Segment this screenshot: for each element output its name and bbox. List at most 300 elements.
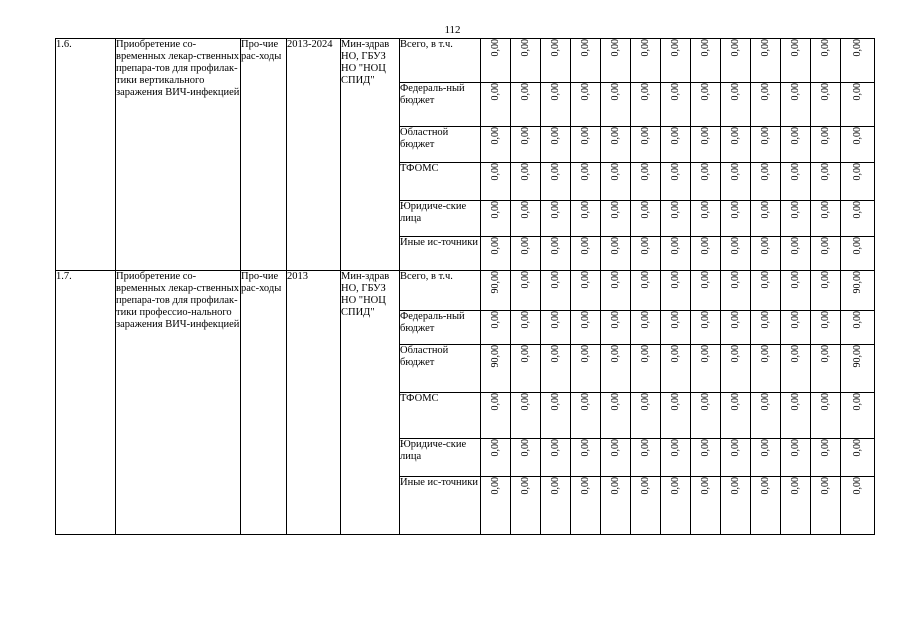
value-text: 90,00 [851,345,863,368]
value-cell [631,39,661,83]
value-cell [601,439,631,477]
value-text: 0,00 [549,311,561,329]
value-cell [481,311,511,345]
value-text: 0,00 [789,477,801,495]
value-text: 0,00 [549,271,561,289]
value-text: 0,00 [579,345,591,363]
value-cell [511,439,541,477]
value-cell [541,237,571,271]
value-cell [841,39,875,83]
value-text: 0,00 [759,477,771,495]
value-text: 0,00 [759,39,771,57]
value-cell [481,163,511,201]
value-text: 0,00 [669,393,681,411]
value-text: 0,00 [819,163,831,181]
value-text: 90,00 [489,345,501,368]
value-text: 0,00 [609,39,621,57]
value-cell [631,345,661,393]
value-cell [631,201,661,237]
value-text: 0,00 [729,39,741,57]
value-text: 0,00 [489,163,501,181]
value-text: 0,00 [669,237,681,255]
value-cell [811,201,841,237]
value-cell [751,163,781,201]
value-cell [841,127,875,163]
expense-type: Про-чие рас-ходы [241,39,287,271]
value-cell [751,127,781,163]
value-text: 0,00 [819,127,831,145]
value-cell [811,39,841,83]
value-text: 0,00 [699,393,711,411]
value-text: 0,00 [819,477,831,495]
measure-name: Приобретение со-временных лекар-ственных препара-тов для профилак-тики вертикального заражения ВИЧ-инфекцией [116,39,241,271]
value-cell [661,271,691,311]
value-cell [811,271,841,311]
value-cell [841,237,875,271]
value-text: 0,00 [759,439,771,457]
value-cell [541,201,571,237]
value-text: 0,00 [819,39,831,57]
value-text: 0,00 [639,345,651,363]
value-text: 0,00 [549,237,561,255]
value-cell [481,127,511,163]
value-text: 0,00 [759,393,771,411]
value-cell [661,345,691,393]
value-cell [481,439,511,477]
value-cell [511,39,541,83]
value-cell [811,237,841,271]
value-text: 0,00 [609,439,621,457]
value-text: 0,00 [669,127,681,145]
value-cell [601,127,631,163]
value-text: 0,00 [669,345,681,363]
value-text: 0,00 [639,39,651,57]
executor: Мин-здрав НО, ГБУЗ НО "НОЦ СПИД" [341,39,400,271]
value-cell [721,163,751,201]
value-cell [721,439,751,477]
value-text: 0,00 [729,83,741,101]
value-text: 0,00 [519,393,531,411]
value-text: 0,00 [489,39,501,57]
value-text: 0,00 [579,439,591,457]
value-cell [571,39,601,83]
value-text: 0,00 [639,393,651,411]
value-cell [781,39,811,83]
value-text: 0,00 [639,311,651,329]
value-text: 0,00 [851,83,863,101]
value-cell [691,163,721,201]
value-cell [781,163,811,201]
value-cell [541,345,571,393]
value-text: 0,00 [639,83,651,101]
value-cell [661,477,691,535]
row-number: 1.6. [56,39,116,271]
value-cell [751,439,781,477]
value-text: 0,00 [489,439,501,457]
value-text: 0,00 [851,439,863,457]
value-cell [691,83,721,127]
value-cell [601,311,631,345]
value-text: 0,00 [579,83,591,101]
value-cell [481,393,511,439]
funding-source: Иные ис-точники [400,237,481,271]
value-cell [631,83,661,127]
value-cell [721,271,751,311]
value-cell [571,237,601,271]
value-text: 0,00 [729,163,741,181]
value-cell [781,237,811,271]
value-text: 0,00 [519,39,531,57]
funding-source: Областной бюджет [400,127,481,163]
funding-source: Федераль-ный бюджет [400,83,481,127]
expense-type: Про-чие рас-ходы [241,271,287,535]
value-cell [661,83,691,127]
value-cell [841,271,875,311]
value-cell [571,439,601,477]
value-text: 0,00 [729,201,741,219]
value-text: 0,00 [789,237,801,255]
funding-source: ТФОМС [400,393,481,439]
value-text: 0,00 [549,83,561,101]
value-text: 0,00 [789,311,801,329]
value-cell [511,271,541,311]
value-cell [631,393,661,439]
value-text: 0,00 [519,201,531,219]
value-text: 90,00 [489,271,501,294]
value-cell [511,127,541,163]
value-cell [511,237,541,271]
funding-source: Всего, в т.ч. [400,39,481,83]
value-cell [661,439,691,477]
value-cell [691,127,721,163]
value-text: 0,00 [699,477,711,495]
value-text: 0,00 [699,127,711,145]
executor: Мин-здрав НО, ГБУЗ НО "НОЦ СПИД" [341,271,400,535]
value-text: 0,00 [759,163,771,181]
value-cell [631,311,661,345]
value-cell [661,237,691,271]
value-cell [841,393,875,439]
value-text: 0,00 [851,127,863,145]
value-cell [721,237,751,271]
value-cell [691,39,721,83]
value-cell [751,393,781,439]
value-cell [541,83,571,127]
value-text: 0,00 [729,271,741,289]
funding-source: Юридиче-ские лица [400,439,481,477]
value-text: 0,00 [789,439,801,457]
value-cell [571,345,601,393]
value-cell [751,201,781,237]
value-cell [781,345,811,393]
value-cell [571,393,601,439]
value-cell [751,39,781,83]
value-cell [811,393,841,439]
value-text: 0,00 [519,477,531,495]
value-text: 0,00 [579,311,591,329]
value-text: 0,00 [549,345,561,363]
value-cell [721,201,751,237]
value-cell [811,127,841,163]
value-cell [691,237,721,271]
value-text: 0,00 [669,83,681,101]
value-text: 0,00 [759,201,771,219]
value-text: 0,00 [609,201,621,219]
value-cell [811,163,841,201]
value-cell [781,201,811,237]
budget-table [55,38,875,535]
value-cell [781,393,811,439]
value-text: 0,00 [699,39,711,57]
value-text: 0,00 [669,201,681,219]
value-text: 0,00 [579,271,591,289]
value-cell [661,311,691,345]
value-text: 0,00 [519,271,531,289]
value-cell [841,477,875,535]
value-cell [601,83,631,127]
value-text: 0,00 [549,39,561,57]
value-cell [721,83,751,127]
value-text: 0,00 [759,127,771,145]
value-text: 0,00 [609,127,621,145]
value-text: 0,00 [819,271,831,289]
value-text: 0,00 [579,127,591,145]
value-text: 0,00 [729,311,741,329]
funding-source: Иные ис-точники [400,477,481,535]
value-cell [721,127,751,163]
value-cell [511,393,541,439]
value-text: 0,00 [609,345,621,363]
value-text: 0,00 [729,345,741,363]
value-text: 0,00 [699,311,711,329]
value-cell [691,271,721,311]
value-text: 0,00 [851,39,863,57]
value-cell [631,271,661,311]
value-text: 0,00 [699,345,711,363]
value-text: 0,00 [489,393,501,411]
value-text: 0,00 [549,439,561,457]
value-cell [481,201,511,237]
value-cell [751,311,781,345]
value-text: 0,00 [699,83,711,101]
value-text: 0,00 [699,439,711,457]
value-cell [481,345,511,393]
value-cell [781,311,811,345]
value-text: 0,00 [549,201,561,219]
value-cell [511,163,541,201]
page-number: 112 [444,24,461,36]
value-text: 0,00 [729,127,741,145]
value-cell [811,477,841,535]
value-cell [751,477,781,535]
value-text: 0,00 [489,237,501,255]
value-text: 0,00 [851,311,863,329]
value-text: 90,00 [851,271,863,294]
value-text: 0,00 [789,83,801,101]
value-text: 0,00 [789,271,801,289]
value-cell [571,83,601,127]
value-cell [511,345,541,393]
value-text: 0,00 [489,83,501,101]
value-cell [631,127,661,163]
value-cell [601,201,631,237]
value-cell [481,237,511,271]
value-text: 0,00 [639,477,651,495]
value-cell [751,83,781,127]
value-cell [631,237,661,271]
value-text: 0,00 [789,345,801,363]
value-cell [691,477,721,535]
value-cell [841,201,875,237]
value-cell [571,271,601,311]
value-text: 0,00 [609,163,621,181]
value-text: 0,00 [609,237,621,255]
value-text: 0,00 [609,271,621,289]
value-text: 0,00 [489,127,501,145]
value-text: 0,00 [669,439,681,457]
value-text: 0,00 [759,311,771,329]
value-cell [781,439,811,477]
value-text: 0,00 [699,201,711,219]
value-text: 0,00 [609,311,621,329]
value-cell [541,39,571,83]
value-cell [691,439,721,477]
value-cell [571,163,601,201]
value-cell [631,439,661,477]
value-cell [541,271,571,311]
value-cell [781,477,811,535]
value-text: 0,00 [819,439,831,457]
value-text: 0,00 [669,163,681,181]
value-cell [631,477,661,535]
value-text: 0,00 [819,345,831,363]
value-cell [601,163,631,201]
value-cell [511,311,541,345]
value-cell [841,311,875,345]
value-cell [721,477,751,535]
value-text: 0,00 [789,393,801,411]
value-cell [841,163,875,201]
value-cell [511,83,541,127]
period: 2013-2024 [287,39,341,271]
value-text: 0,00 [579,201,591,219]
value-text: 0,00 [789,163,801,181]
table-row [56,39,875,83]
value-cell [661,393,691,439]
value-cell [541,127,571,163]
value-text: 0,00 [579,477,591,495]
value-text: 0,00 [639,127,651,145]
value-cell [811,439,841,477]
value-cell [481,477,511,535]
period: 2013 [287,271,341,535]
value-text: 0,00 [579,237,591,255]
value-cell [661,127,691,163]
table-body [56,39,875,535]
value-text: 0,00 [819,311,831,329]
value-text: 0,00 [549,393,561,411]
value-text: 0,00 [549,477,561,495]
funding-source: Юридиче-ские лица [400,201,481,237]
value-cell [691,311,721,345]
value-text: 0,00 [819,83,831,101]
value-text: 0,00 [549,127,561,145]
value-cell [541,311,571,345]
value-cell [571,311,601,345]
value-cell [751,271,781,311]
value-cell [541,163,571,201]
value-cell [841,83,875,127]
value-text: 0,00 [639,237,651,255]
value-text: 0,00 [851,393,863,411]
value-cell [841,439,875,477]
value-cell [601,393,631,439]
value-cell [841,345,875,393]
value-text: 0,00 [699,163,711,181]
value-text: 0,00 [759,345,771,363]
value-text: 0,00 [519,163,531,181]
value-text: 0,00 [851,477,863,495]
value-text: 0,00 [519,83,531,101]
value-cell [811,345,841,393]
value-cell [541,393,571,439]
value-cell [601,271,631,311]
funding-source: Всего, в т.ч. [400,271,481,311]
value-cell [571,201,601,237]
value-cell [571,127,601,163]
value-text: 0,00 [609,83,621,101]
row-number: 1.7. [56,271,116,535]
funding-source: Областной бюджет [400,345,481,393]
value-text: 0,00 [729,477,741,495]
value-text: 0,00 [519,311,531,329]
value-cell [751,345,781,393]
value-text: 0,00 [519,237,531,255]
value-cell [781,83,811,127]
value-cell [571,477,601,535]
value-text: 0,00 [699,271,711,289]
value-cell [721,393,751,439]
measure-name: Приобретение со-временных лекар-ственных препара-тов для профилак-тики профессио-нального заражения ВИЧ-инфекцией [116,271,241,535]
value-text: 0,00 [851,201,863,219]
value-cell [541,439,571,477]
value-text: 0,00 [819,393,831,411]
value-text: 0,00 [669,39,681,57]
value-text: 0,00 [669,311,681,329]
value-text: 0,00 [851,237,863,255]
value-cell [511,477,541,535]
value-cell [811,311,841,345]
value-text: 0,00 [759,237,771,255]
value-text: 0,00 [549,163,561,181]
value-cell [661,39,691,83]
value-cell [481,271,511,311]
value-text: 0,00 [819,201,831,219]
value-cell [661,201,691,237]
value-text: 0,00 [789,201,801,219]
value-cell [601,237,631,271]
value-cell [811,83,841,127]
value-text: 0,00 [579,163,591,181]
value-text: 0,00 [729,439,741,457]
value-cell [721,345,751,393]
value-cell [601,477,631,535]
value-text: 0,00 [579,393,591,411]
value-text: 0,00 [609,477,621,495]
value-cell [721,39,751,83]
value-cell [481,39,511,83]
value-cell [691,201,721,237]
